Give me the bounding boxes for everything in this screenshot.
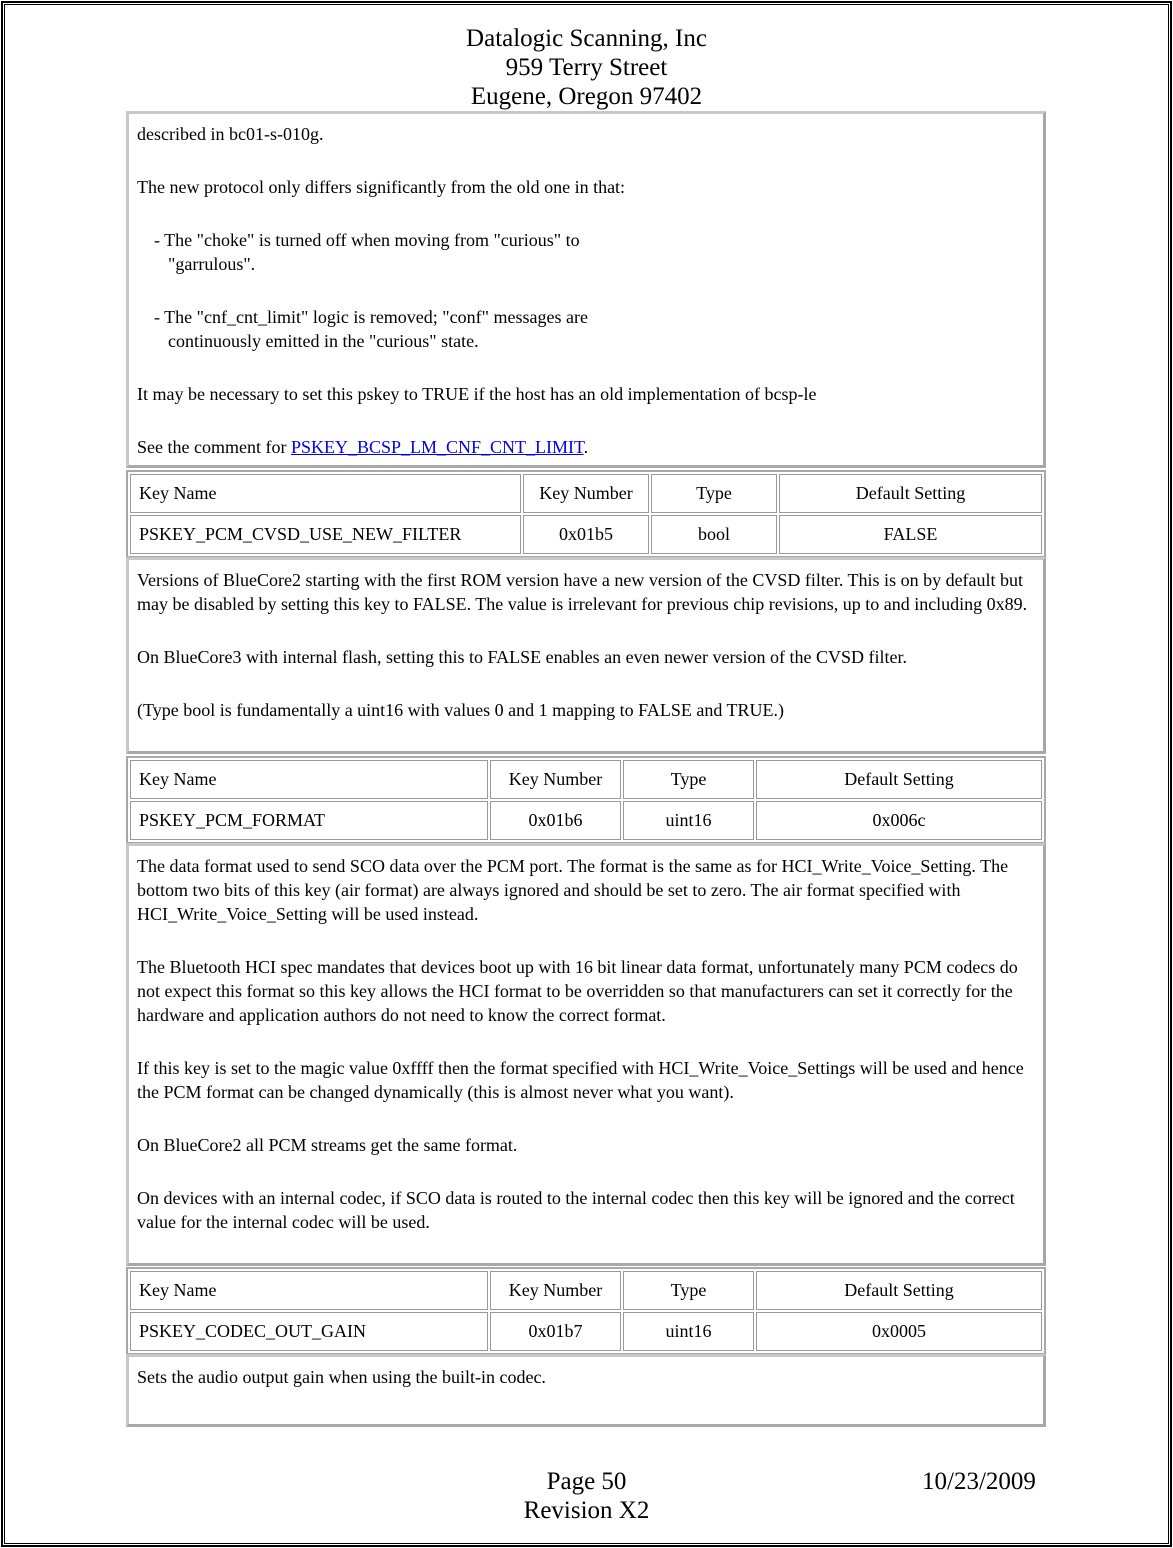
description-paragraph: Sets the audio output gain when using the built-in codec. (137, 1367, 546, 1387)
key-table (126, 470, 1046, 558)
intro-paragraph: It may be necessary to set this pskey to TRUE if the host has an old implementation of bcsp-le (137, 384, 817, 404)
col-key-name: Key Name (130, 474, 521, 513)
description-paragraph: On devices with an internal codec, if SCO data is routed to the internal codec then this key will be ignored and the correct value for the internal codec will be used. (137, 1188, 1015, 1232)
description-paragraph: If this key is set to the magic value 0xffff then the format specified with HCI_Write_Voice_Settings will be used and hence the PCM format can be changed dynamically (this is almost never what you want). (137, 1058, 1024, 1102)
footer-date: 10/23/2009 (922, 1468, 1036, 1495)
intro-description (126, 111, 1046, 468)
period-text: . (583, 437, 589, 457)
col-key-name: Key Name (130, 1271, 488, 1310)
intro-paragraph: The new protocol only differs significantly from the old one in that: (137, 177, 626, 197)
type-cell: uint16 (623, 1312, 754, 1351)
key-number-cell: 0x01b6 (490, 801, 621, 840)
key-description (126, 1354, 1046, 1427)
key-number-cell: 0x01b5 (523, 515, 649, 554)
key-name-cell: PSKEY_CODEC_OUT_GAIN (130, 1312, 488, 1351)
city-address: Eugene, Oregon 97402 (470, 83, 703, 110)
letterhead (0, 24, 1173, 111)
intro-bullet (137, 228, 1035, 276)
col-key-name: Key Name (130, 760, 488, 799)
description-paragraph: On BlueCore2 all PCM streams get the same format. (137, 1135, 518, 1155)
table-row (130, 1312, 1042, 1351)
see-comment-text: See the comment for (137, 437, 291, 457)
pskey-link[interactable]: PSKEY_BCSP_LM_CNF_CNT_LIMIT (290, 437, 584, 457)
key-table (126, 1267, 1046, 1355)
table-header-row (130, 760, 1042, 799)
type-cell: bool (651, 515, 777, 554)
default-cell: 0x0005 (756, 1312, 1042, 1351)
description-paragraph: Versions of BlueCore2 starting with the first ROM version have a new version of the CVSD filter. This is on by default but may be disabled by setting this key to FALSE. The value is irrelevant for previous chip revisions, up to and including 0x89. (137, 570, 1028, 614)
bullet-text: - The "choke" is turned off when moving from "curious" to (154, 230, 580, 250)
col-key-number: Key Number (523, 474, 649, 513)
table-header-row (130, 474, 1042, 513)
intro-bullet (137, 305, 1035, 353)
revision-label: Revision X2 (523, 1497, 650, 1524)
col-type: Type (623, 760, 754, 799)
page-number: Page 50 (546, 1468, 627, 1495)
default-cell: FALSE (779, 515, 1042, 554)
col-default-setting: Default Setting (756, 1271, 1042, 1310)
col-type: Type (651, 474, 777, 513)
table-row (130, 515, 1042, 554)
col-key-number: Key Number (490, 1271, 621, 1310)
key-description (126, 557, 1046, 754)
key-name-cell: PSKEY_PCM_CVSD_USE_NEW_FILTER (130, 515, 521, 554)
key-name-cell: PSKEY_PCM_FORMAT (130, 801, 488, 840)
default-cell: 0x006c (756, 801, 1042, 840)
bullet-text-continued: "garrulous". (168, 254, 256, 274)
table-header-row (130, 1271, 1042, 1310)
company-name: Datalogic Scanning, Inc (466, 25, 707, 52)
table-row (130, 801, 1042, 840)
description-paragraph: The Bluetooth HCI spec mandates that devices boot up with 16 bit linear data format, unfortunately many PCM codecs do not expect this format so this key allows the HCI format to be overridden so that manufacturers can set it correctly for the hardware and application authors do not need to know the correct format. (137, 957, 1018, 1025)
col-default-setting: Default Setting (756, 760, 1042, 799)
description-paragraph: The data format used to send SCO data over the PCM port. The format is the same as for HCI_Write_Voice_Setting. The bottom two bits of this key (air format) are always ignored and should be set to zero. The air format specified with HCI_Write_Voice_Setting will be used instead. (137, 856, 1009, 924)
intro-paragraph: described in bc01-s-010g. (137, 124, 324, 144)
street-address: 959 Terry Street (505, 54, 668, 81)
bullet-text-continued: continuously emitted in the "curious" state. (168, 331, 479, 351)
description-paragraph: (Type bool is fundamentally a uint16 with values 0 and 1 mapping to FALSE and TRUE.) (137, 700, 784, 720)
col-key-number: Key Number (490, 760, 621, 799)
intro-paragraph (137, 435, 1035, 459)
type-cell: uint16 (623, 801, 754, 840)
col-default-setting: Default Setting (779, 474, 1042, 513)
key-table (126, 756, 1046, 844)
key-description (126, 843, 1046, 1266)
col-type: Type (623, 1271, 754, 1310)
key-number-cell: 0x01b7 (490, 1312, 621, 1351)
description-paragraph: On BlueCore3 with internal flash, setting this to FALSE enables an even newer version of the CVSD filter. (137, 647, 908, 667)
bullet-text: - The "cnf_cnt_limit" logic is removed; "conf" messages are (154, 307, 588, 327)
